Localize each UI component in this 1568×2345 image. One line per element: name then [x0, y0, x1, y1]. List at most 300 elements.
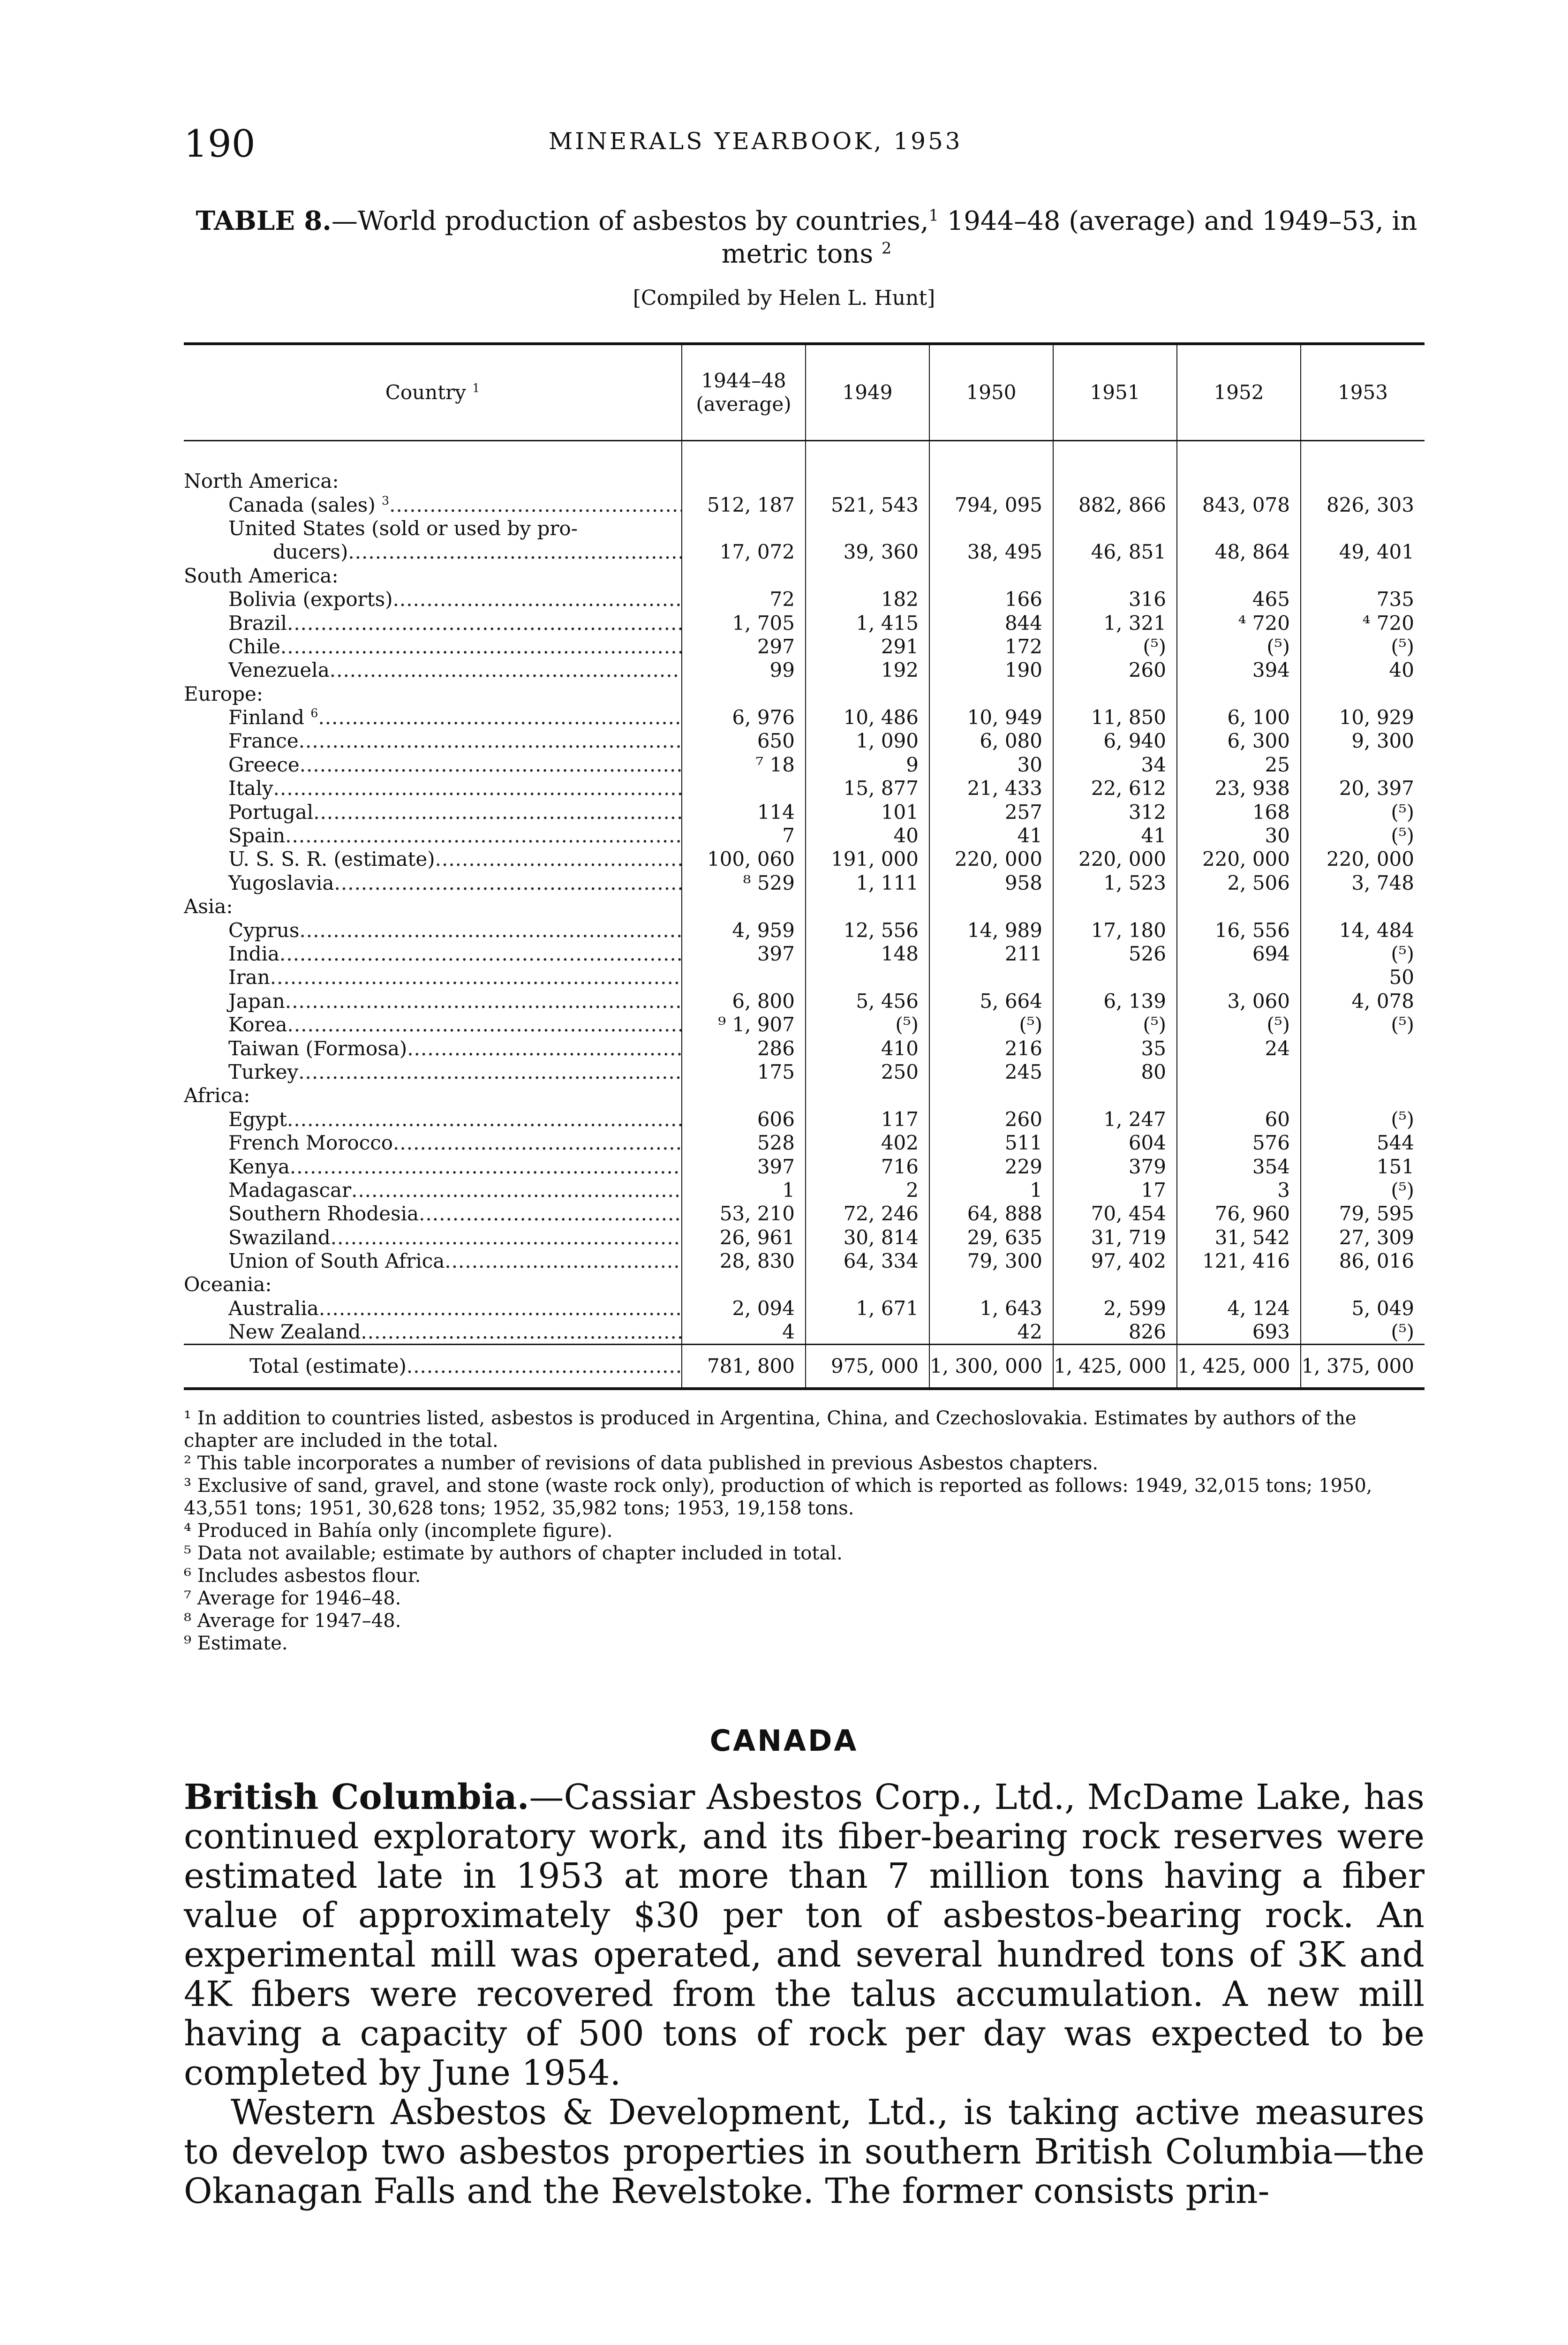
- country-name: Japan .....: [184, 990, 682, 1013]
- country-row: [184, 493, 1425, 516]
- cell-value: 465: [1177, 588, 1301, 611]
- cell-value: 3, 748: [1301, 871, 1425, 895]
- cell-value: 1, 643: [929, 1297, 1053, 1320]
- cell-value: 121, 416: [1177, 1249, 1301, 1273]
- footnote: ³ Exclusive of sand, gravel, and stone (waste rock only), production of which is reported as follows: 1949, 32,015 tons; 1950, 43,551 tons; 1951, 30,628 tons; 1952, 35,982 tons; 1953, 19,158 tons.: [184, 1475, 1372, 1519]
- cell-value: 1: [929, 1179, 1053, 1202]
- cell-value: 148: [806, 942, 929, 966]
- country-row: [184, 847, 1425, 871]
- country-name: New Zealand .....: [184, 1320, 682, 1345]
- cell-value: [682, 777, 806, 800]
- footnote: ⁹ Estimate.: [184, 1633, 288, 1654]
- footnote: ⁴ Produced in Bahía only (incomplete figure).: [184, 1520, 613, 1542]
- cell-value: [929, 1273, 1053, 1296]
- table-label: TABLE 8.: [196, 205, 332, 236]
- cell-value: [682, 1273, 806, 1296]
- cell-value: 10, 486: [806, 706, 929, 729]
- country-name: Egypt .....: [184, 1108, 682, 1131]
- cell-value: 15, 877: [806, 777, 929, 800]
- paragraph-2: Western Asbestos & Development, Ltd., is taking active measures to develop two asbestos properties in southern British Columbia—the Okanagan Falls and the Revelstoke. The former consists prin-: [184, 2092, 1425, 2211]
- country-name: Southern Rhodesia .....: [184, 1202, 682, 1225]
- cell-value: [929, 966, 1053, 989]
- country-name: Italy .....: [184, 777, 682, 800]
- cell-value: (⁵): [1301, 1179, 1425, 1202]
- cell-value: [929, 895, 1053, 918]
- cell-value: 6, 940: [1053, 729, 1177, 753]
- country-row: [184, 918, 1425, 942]
- cell-value: [806, 1273, 929, 1296]
- cell-value: 28, 830: [682, 1249, 806, 1273]
- country-name: Iran .....: [184, 966, 682, 989]
- cell-value: [682, 966, 806, 989]
- cell-value: 31, 542: [1177, 1226, 1301, 1249]
- cell-value: [1301, 753, 1425, 777]
- cell-value: 117: [806, 1108, 929, 1131]
- cell-value: 3: [1177, 1179, 1301, 1202]
- cell-value: 286: [682, 1036, 806, 1060]
- cell-value: 30, 814: [806, 1226, 929, 1249]
- body-text: [184, 1778, 1425, 2211]
- footnote: ⁷ Average for 1946–48.: [184, 1588, 401, 1609]
- cell-value: 16, 556: [1177, 918, 1301, 942]
- cell-value: [1301, 682, 1425, 706]
- section-heading: CANADA: [709, 1724, 859, 1758]
- cell-value: 794, 095: [929, 493, 1053, 516]
- cell-value: 14, 989: [929, 918, 1053, 942]
- header-1951: 1951: [1053, 345, 1177, 441]
- cell-value: 650: [682, 729, 806, 753]
- cell-value: 257: [929, 800, 1053, 824]
- region-row: [184, 895, 1425, 918]
- running-head: MINERALS YEARBOOK, 1953: [549, 128, 963, 155]
- country-row: [184, 800, 1425, 824]
- cell-value: 2, 094: [682, 1297, 806, 1320]
- country-name: Korea .....: [184, 1013, 682, 1036]
- country-name: Finland $^6$ .....: [184, 706, 682, 729]
- country-name: Canada (sales) $^3$ .....: [184, 493, 682, 516]
- cell-value: 512, 187: [682, 493, 806, 516]
- table-spacer-row: [184, 441, 1425, 470]
- table-title-sup-1: 1: [928, 206, 939, 225]
- cell-value: 1, 111: [806, 871, 929, 895]
- cell-value: 844: [929, 611, 1053, 635]
- cell-value: 216: [929, 1036, 1053, 1060]
- cell-value: 1, 671: [806, 1297, 929, 1320]
- header-1950: 1950: [929, 345, 1053, 441]
- region-name: Europe:: [184, 682, 263, 705]
- cell-value: [1301, 1273, 1425, 1296]
- cell-value: (⁵): [929, 1013, 1053, 1036]
- cell-value: 2, 599: [1053, 1297, 1177, 1320]
- production-table: [184, 345, 1425, 1387]
- cell-value: [1301, 469, 1425, 493]
- country-row: [184, 777, 1425, 800]
- country-name: India .....: [184, 942, 682, 966]
- country-name: Union of South Africa .....: [184, 1249, 682, 1273]
- cell-value: 511: [929, 1131, 1053, 1155]
- cell-value: 60: [1177, 1108, 1301, 1131]
- cell-value: 172: [929, 635, 1053, 658]
- country-row: [184, 1179, 1425, 1202]
- cell-value: (⁵): [1301, 635, 1425, 658]
- cell-value: [1053, 895, 1177, 918]
- cell-value: (⁵): [1177, 1013, 1301, 1036]
- region-name: Africa:: [184, 1084, 250, 1107]
- country-row: [184, 824, 1425, 847]
- cell-value: [929, 1084, 1053, 1107]
- country-name: Portugal .....: [184, 800, 682, 824]
- region-row: [184, 564, 1425, 588]
- cell-value: [1177, 682, 1301, 706]
- country-row: [184, 1013, 1425, 1036]
- cell-value: [1053, 682, 1177, 706]
- table-title-1: —World production of asbestos by countries,: [331, 206, 929, 236]
- cell-value: [1053, 966, 1177, 989]
- country-row: [184, 635, 1425, 658]
- cell-value: 21, 433: [929, 777, 1053, 800]
- table-title-2: 1944–48 (average) and 1949–53, in metric tons: [721, 206, 1417, 269]
- cell-value: 190: [929, 658, 1053, 682]
- footnote: ² This table incorporates a number of revisions of data published in previous Asbestos chapters.: [184, 1452, 1099, 1474]
- country-row: [184, 706, 1425, 729]
- header-1949: 1949: [806, 345, 929, 441]
- cell-value: 79, 595: [1301, 1202, 1425, 1225]
- country-name: Bolivia (exports) .....: [184, 588, 682, 611]
- cell-value: 1, 705: [682, 611, 806, 635]
- cell-value: (⁵): [1053, 635, 1177, 658]
- cell-value: 229: [929, 1155, 1053, 1178]
- cell-value: 70, 454: [1053, 1202, 1177, 1225]
- cell-value: [1177, 1084, 1301, 1107]
- cell-value: [929, 517, 1053, 540]
- country-row: [184, 871, 1425, 895]
- cell-value: [1301, 564, 1425, 588]
- cell-value: 40: [1301, 658, 1425, 682]
- cell-value: (⁵): [1177, 635, 1301, 658]
- paragraph-1-text: —Cassiar Asbestos Corp., Ltd., McDame Lake, has continued exploratory work, and its fiber-bearing rock reserves were estimated late in 1953 at more than 7 million tons having a fiber value of approximately $30 per ton of asbestos-bearing rock. An experimental mill was operated, and several hundred tons of 3K and 4K fibers were recovered from the talus accumulation. A new mill having a capacity of 500 tons of rock per day was expected to be completed by June 1954.: [184, 1777, 1425, 2093]
- cell-value: 250: [806, 1060, 929, 1084]
- region-name: North America:: [184, 469, 339, 493]
- cell-value: [1301, 1060, 1425, 1084]
- country-name: U. S. S. R. (estimate) .....: [184, 847, 682, 871]
- total-label: Total (estimate) .....: [184, 1345, 682, 1388]
- cell-value: [682, 682, 806, 706]
- cell-value: 397: [682, 1155, 806, 1178]
- cell-value: (⁵): [1301, 1320, 1425, 1345]
- cell-value: 2: [806, 1179, 929, 1202]
- cell-value: [1177, 1273, 1301, 1296]
- cell-value: 30: [1177, 824, 1301, 847]
- cell-value: 6, 080: [929, 729, 1053, 753]
- country-row: [184, 1297, 1425, 1320]
- cell-value: [929, 682, 1053, 706]
- country-row: [184, 517, 1425, 540]
- cell-value: 604: [1053, 1131, 1177, 1155]
- total-value: 1, 425, 000: [1053, 1345, 1177, 1388]
- cell-value: ⁴ 720: [1177, 611, 1301, 635]
- cell-value: 34: [1053, 753, 1177, 777]
- cell-value: 17, 180: [1053, 918, 1177, 942]
- cell-value: 17: [1053, 1179, 1177, 1202]
- cell-value: 5, 456: [806, 990, 929, 1013]
- country-row: [184, 1155, 1425, 1178]
- cell-value: 5, 664: [929, 990, 1053, 1013]
- cell-value: ⁸ 529: [682, 871, 806, 895]
- cell-value: 14, 484: [1301, 918, 1425, 942]
- cell-value: 10, 929: [1301, 706, 1425, 729]
- cell-value: 716: [806, 1155, 929, 1178]
- total-value: 1, 300, 000: [929, 1345, 1053, 1388]
- cell-value: 20, 397: [1301, 777, 1425, 800]
- cell-value: 23, 938: [1177, 777, 1301, 800]
- cell-value: [1177, 966, 1301, 989]
- cell-value: 168: [1177, 800, 1301, 824]
- cell-value: [682, 469, 806, 493]
- cell-value: 99: [682, 658, 806, 682]
- country-name: Kenya .....: [184, 1155, 682, 1178]
- country-name: United States (sold or used by pro-: [228, 516, 578, 540]
- cell-value: 843, 078: [1177, 493, 1301, 516]
- country-row: [184, 966, 1425, 989]
- country-name: Swaziland .....: [184, 1226, 682, 1249]
- cell-value: 4, 959: [682, 918, 806, 942]
- cell-value: 40: [806, 824, 929, 847]
- country-row: [184, 1226, 1425, 1249]
- cell-value: 42: [929, 1320, 1053, 1345]
- country-row: [184, 1036, 1425, 1060]
- country-name: Yugoslavia .....: [184, 871, 682, 895]
- cell-value: 86, 016: [1301, 1249, 1425, 1273]
- region-name: South America:: [184, 564, 339, 587]
- cell-value: [806, 966, 929, 989]
- country-name: Turkey .....: [184, 1060, 682, 1084]
- cell-value: 72: [682, 588, 806, 611]
- region-name: Oceania:: [184, 1273, 272, 1296]
- footnotes: [184, 1407, 1422, 1655]
- cell-value: [1177, 1060, 1301, 1084]
- cell-value: 31, 719: [1053, 1226, 1177, 1249]
- cell-value: 38, 495: [929, 540, 1053, 564]
- cell-value: (⁵): [806, 1013, 929, 1036]
- cell-value: 6, 139: [1053, 990, 1177, 1013]
- country-name: Australia .....: [184, 1297, 682, 1320]
- cell-value: 24: [1177, 1036, 1301, 1060]
- cell-value: 100, 060: [682, 847, 806, 871]
- country-row: [184, 588, 1425, 611]
- table-caption: [188, 204, 1425, 271]
- cell-value: 402: [806, 1131, 929, 1155]
- cell-value: 17, 072: [682, 540, 806, 564]
- cell-value: 10, 949: [929, 706, 1053, 729]
- cell-value: [682, 564, 806, 588]
- cell-value: 211: [929, 942, 1053, 966]
- country-row: [184, 1060, 1425, 1084]
- cell-value: 6, 100: [1177, 706, 1301, 729]
- cell-value: 6, 300: [1177, 729, 1301, 753]
- country-row: [184, 1131, 1425, 1155]
- cell-value: [1301, 1084, 1425, 1107]
- cell-value: 22, 612: [1053, 777, 1177, 800]
- cell-value: 882, 866: [1053, 493, 1177, 516]
- cell-value: [806, 1084, 929, 1107]
- cell-value: [1053, 469, 1177, 493]
- cell-value: 53, 210: [682, 1202, 806, 1225]
- cell-value: 9: [806, 753, 929, 777]
- table-title-sup-2: 2: [882, 239, 892, 257]
- cell-value: 97, 402: [1053, 1249, 1177, 1273]
- cell-value: (⁵): [1301, 800, 1425, 824]
- cell-value: 260: [1053, 658, 1177, 682]
- cell-value: (⁵): [1301, 1013, 1425, 1036]
- table-compiled-note: [Compiled by Helen L. Hunt]: [633, 286, 935, 310]
- country-row: [184, 611, 1425, 635]
- cell-value: [806, 469, 929, 493]
- cell-value: 394: [1177, 658, 1301, 682]
- header-1944-48: 1944–48 (average): [682, 345, 806, 441]
- cell-value: 354: [1177, 1155, 1301, 1178]
- country-name: Cyprus .....: [184, 918, 682, 942]
- region-row: [184, 469, 1425, 493]
- country-row: [184, 753, 1425, 777]
- total-value: 975, 000: [806, 1345, 929, 1388]
- run-in-heading: British Columbia.: [184, 1777, 529, 1817]
- country-name: Greece .....: [184, 753, 682, 777]
- country-row: [184, 729, 1425, 753]
- cell-value: 79, 300: [929, 1249, 1053, 1273]
- cell-value: 76, 960: [1177, 1202, 1301, 1225]
- cell-value: 826: [1053, 1320, 1177, 1345]
- cell-value: 49, 401: [1301, 540, 1425, 564]
- country-row: [184, 1249, 1425, 1273]
- cell-value: 29, 635: [929, 1226, 1053, 1249]
- cell-value: [682, 1084, 806, 1107]
- cell-value: [1053, 517, 1177, 540]
- country-name: Madagascar .....: [184, 1179, 682, 1202]
- footnote: ⁶ Includes asbestos flour.: [184, 1565, 421, 1587]
- footnote: ¹ In addition to countries listed, asbestos is produced in Argentina, China, and Czechoslovakia. Estimates by authors of the chapter are included in the total.: [184, 1407, 1357, 1452]
- page-number: 190: [184, 122, 256, 166]
- cell-value: (⁵): [1301, 942, 1425, 966]
- cell-value: 151: [1301, 1155, 1425, 1178]
- cell-value: 1: [682, 1179, 806, 1202]
- table-header-row: [184, 345, 1425, 441]
- cell-value: 521, 543: [806, 493, 929, 516]
- cell-value: 694: [1177, 942, 1301, 966]
- cell-value: 48, 864: [1177, 540, 1301, 564]
- cell-value: 316: [1053, 588, 1177, 611]
- country-name: ducers) .....: [184, 540, 682, 564]
- table-total-row: [184, 1345, 1425, 1388]
- cell-value: 379: [1053, 1155, 1177, 1178]
- cell-value: 175: [682, 1060, 806, 1084]
- country-row: [184, 942, 1425, 966]
- cell-value: 576: [1177, 1131, 1301, 1155]
- region-row: [184, 1084, 1425, 1107]
- cell-value: 528: [682, 1131, 806, 1155]
- cell-value: [1053, 1273, 1177, 1296]
- cell-value: 166: [929, 588, 1053, 611]
- cell-value: [682, 517, 806, 540]
- cell-value: [682, 895, 806, 918]
- cell-value: ⁴ 720: [1301, 611, 1425, 635]
- cell-value: 39, 360: [806, 540, 929, 564]
- cell-value: [1177, 564, 1301, 588]
- cell-value: 101: [806, 800, 929, 824]
- header-1953: 1953: [1301, 345, 1425, 441]
- cell-value: [806, 517, 929, 540]
- cell-value: 35: [1053, 1036, 1177, 1060]
- cell-value: (⁵): [1053, 1013, 1177, 1036]
- cell-value: 3, 060: [1177, 990, 1301, 1013]
- cell-value: [1177, 895, 1301, 918]
- country-row: [184, 658, 1425, 682]
- cell-value: 4, 124: [1177, 1297, 1301, 1320]
- country-name: Chile .....: [184, 635, 682, 658]
- cell-value: 9, 300: [1301, 729, 1425, 753]
- cell-value: 606: [682, 1108, 806, 1131]
- cell-value: 1, 247: [1053, 1108, 1177, 1131]
- region-name: Asia:: [184, 895, 233, 918]
- cell-value: 6, 800: [682, 990, 806, 1013]
- footnote: ⁸ Average for 1947–48.: [184, 1610, 401, 1632]
- cell-value: [1053, 564, 1177, 588]
- cell-value: 27, 309: [1301, 1226, 1425, 1249]
- cell-value: [1177, 469, 1301, 493]
- cell-value: 312: [1053, 800, 1177, 824]
- cell-value: [1177, 517, 1301, 540]
- cell-value: 220, 000: [1301, 847, 1425, 871]
- country-name: Venezuela .....: [184, 658, 682, 682]
- cell-value: 64, 888: [929, 1202, 1053, 1225]
- country-row: [184, 1320, 1425, 1345]
- country-row: [184, 1202, 1425, 1225]
- cell-value: 191, 000: [806, 847, 929, 871]
- header-country: Country $^1$: [184, 345, 682, 441]
- cell-value: 26, 961: [682, 1226, 806, 1249]
- country-name: Taiwan (Formosa) .....: [184, 1036, 682, 1060]
- cell-value: 544: [1301, 1131, 1425, 1155]
- cell-value: 220, 000: [1177, 847, 1301, 871]
- cell-value: 80: [1053, 1060, 1177, 1084]
- region-row: [184, 682, 1425, 706]
- footnote: ⁵ Data not available; estimate by authors of chapter included in total.: [184, 1543, 843, 1564]
- total-value: 1, 425, 000: [1177, 1345, 1301, 1388]
- cell-value: 50: [1301, 966, 1425, 989]
- cell-value: [1301, 1036, 1425, 1060]
- cell-value: 11, 850: [1053, 706, 1177, 729]
- cell-value: 1, 321: [1053, 611, 1177, 635]
- cell-value: 297: [682, 635, 806, 658]
- total-value: 1, 375, 000: [1301, 1345, 1425, 1388]
- country-name: Spain .....: [184, 824, 682, 847]
- cell-value: 526: [1053, 942, 1177, 966]
- region-row: [184, 1273, 1425, 1296]
- cell-value: [806, 1320, 929, 1345]
- country-name: French Morocco .....: [184, 1131, 682, 1155]
- cell-value: (⁵): [1301, 1108, 1425, 1131]
- cell-value: 260: [929, 1108, 1053, 1131]
- cell-value: 114: [682, 800, 806, 824]
- cell-value: 245: [929, 1060, 1053, 1084]
- header-1952: 1952: [1177, 345, 1301, 441]
- cell-value: 46, 851: [1053, 540, 1177, 564]
- country-name: France .....: [184, 729, 682, 753]
- cell-value: ⁷ 18: [682, 753, 806, 777]
- cell-value: 72, 246: [806, 1202, 929, 1225]
- country-name: Brazil .....: [184, 611, 682, 635]
- cell-value: 30: [929, 753, 1053, 777]
- cell-value: 735: [1301, 588, 1425, 611]
